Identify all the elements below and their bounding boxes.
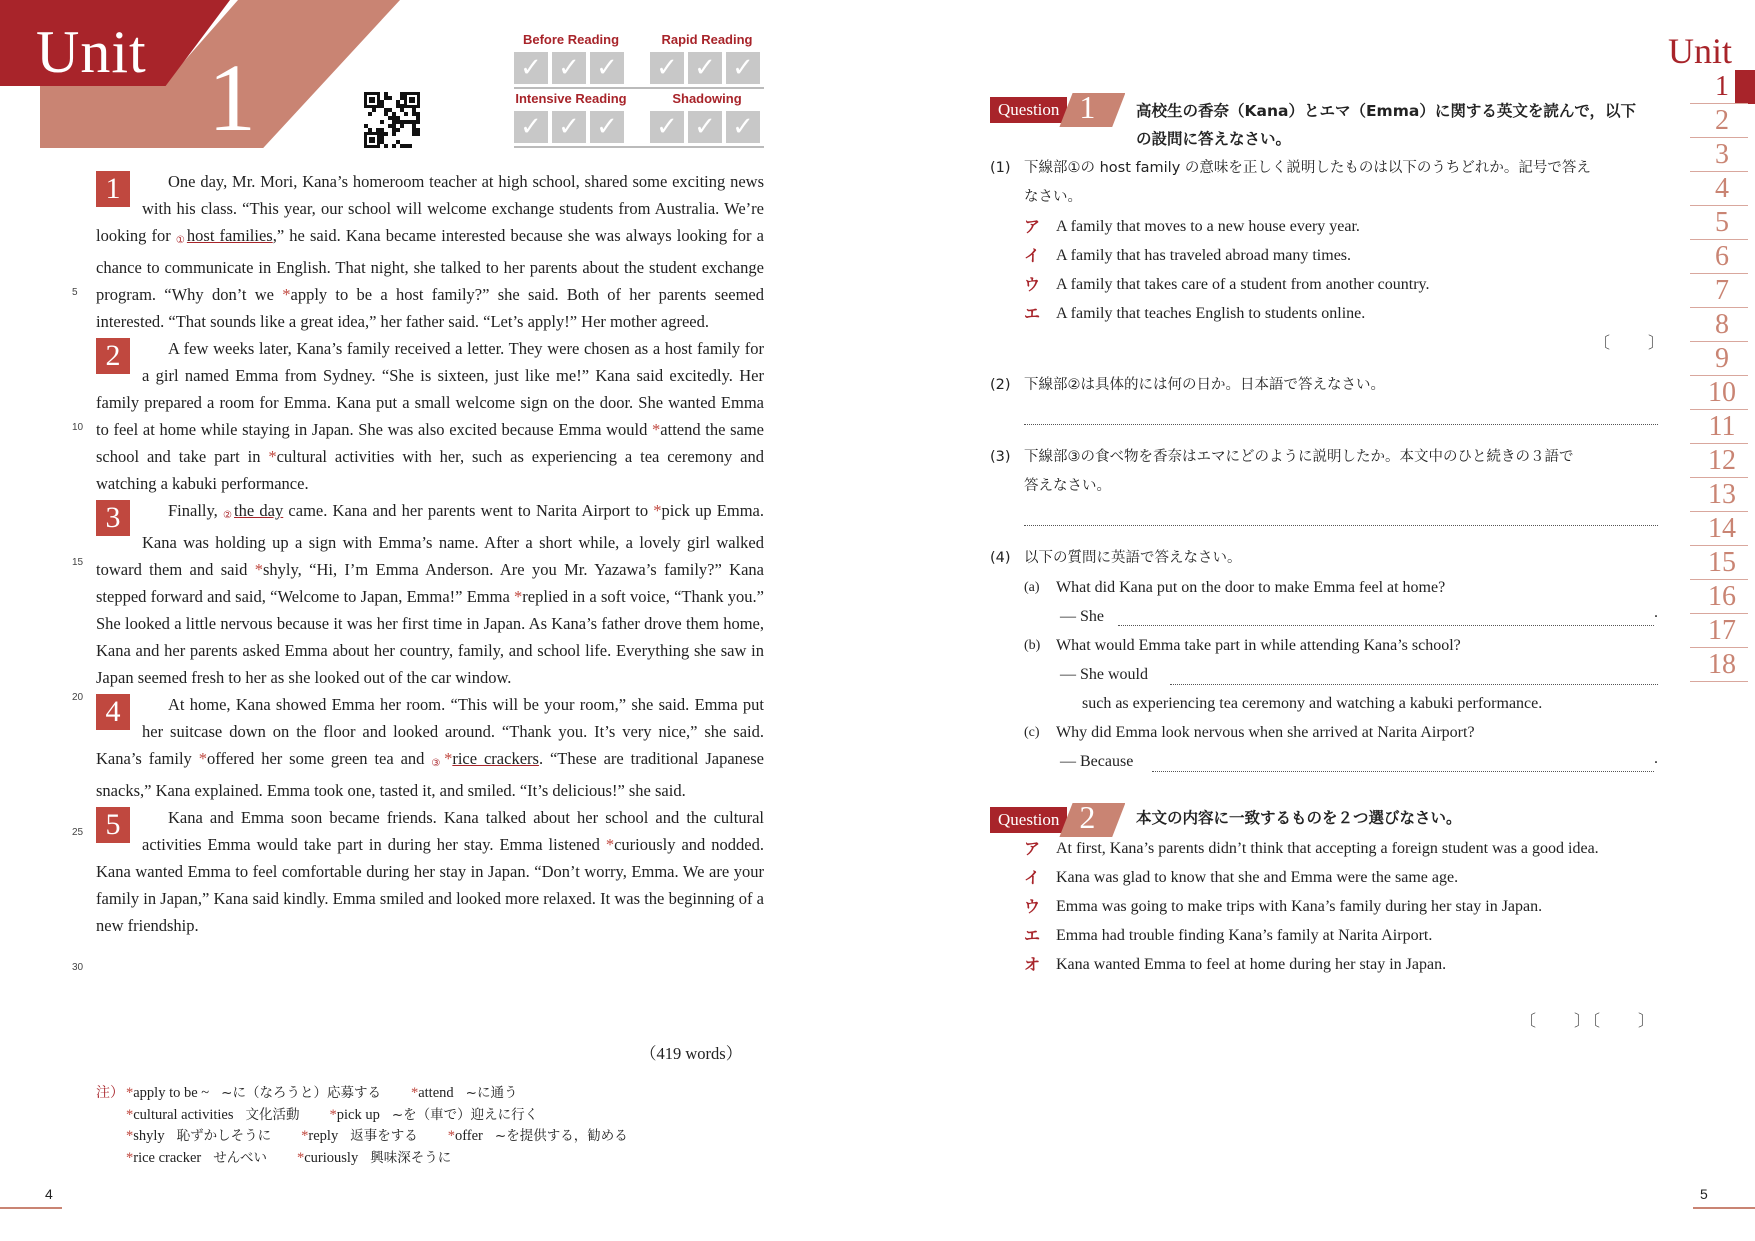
paragraph-number: 4	[96, 694, 130, 730]
paragraph-text: One day, Mr. Mori, Kana’s homeroom teacher at high school, shared some exciting news with his class. “This year, our school will welcome exchange students from Australia. We’re looking for	[96, 172, 764, 245]
sub-question-text: 下線部②は具体的には何の日か。日本語で答えなさい。	[1024, 377, 1385, 393]
question-1-2	[990, 371, 1630, 400]
question-number-badge	[1059, 799, 1125, 837]
option-key: オ	[1024, 955, 1041, 974]
line-number: 20	[72, 692, 84, 703]
paragraph-text: apply to be a host family?” she said. Both of her parents seemed interested. “That sounds like a great idea,” her father said. “Let’s apply!” Her mother agreed.	[96, 285, 764, 331]
checkbox[interactable]: ✓	[590, 52, 624, 84]
question-1-label	[990, 89, 1125, 125]
divider	[514, 87, 764, 89]
unit-tab-6[interactable]: 6	[1715, 241, 1729, 272]
question-label: Question	[990, 807, 1067, 833]
paragraph-number: 2	[96, 338, 130, 374]
question-number: 1	[1079, 89, 1096, 125]
note-term: curiously	[304, 1149, 359, 1166]
checkbox[interactable]: ✓	[514, 111, 548, 143]
part-label: (c)	[1024, 725, 1040, 740]
option-item[interactable]	[1024, 834, 1660, 863]
underlined-text: the day	[234, 501, 284, 520]
answer-lead: — Because	[1060, 753, 1134, 770]
check-row-intensive-reading	[514, 111, 624, 143]
note-meaning: 文化活動	[245, 1106, 300, 1123]
option-text: Kana was glad to know that she and Emma were the same age.	[1056, 869, 1459, 886]
question-2-label	[990, 799, 1125, 835]
notes-row	[126, 1105, 658, 1127]
paragraph-text: attend the same school and take part in	[96, 420, 764, 466]
underline-marker: ②	[223, 510, 234, 521]
checkbox[interactable]: ✓	[650, 111, 684, 143]
answer-continuation: such as experiencing tea ceremony and watching a kabuki performance.	[1082, 695, 1543, 712]
line-number: 30	[72, 962, 84, 973]
answer-line[interactable]	[1118, 625, 1654, 626]
unit-tab-3[interactable]: 3	[1715, 139, 1729, 170]
answer-period: .	[1654, 750, 1658, 767]
footer-line	[1693, 1207, 1755, 1209]
note-meaning: ~を（車で）迎えに行く	[391, 1106, 539, 1123]
part-label: (a)	[1024, 580, 1040, 595]
paragraph-text: . “These are traditional Japanese snacks,” Kana explained. Emma took one, tasted it, and smiled. “It’s delicious!” she said.	[96, 749, 765, 800]
line-number: 25	[72, 827, 84, 838]
note-term: reply	[308, 1128, 339, 1144]
paragraph-text: At home, Kana showed Emma her room. “This will be your room,” she said. Emma put her suitcase down on the floor and looked around. “Thank you. It’s very nice,” she said. Kana’s family	[96, 695, 764, 768]
option-text: At first, Kana’s parents didn’t think that accepting a foreign student was a good idea.	[1056, 840, 1599, 857]
underline-marker: ①	[175, 235, 186, 246]
option-text: Emma was going to make trips with Kana’s family during her stay in Japan.	[1056, 898, 1543, 915]
note-term: apply to be ~	[133, 1085, 210, 1101]
note-asterisk: *	[514, 587, 523, 606]
option-key: イ	[1024, 868, 1041, 887]
sub-question-text: 答えなさい。	[1024, 478, 1111, 494]
option-text: Emma had trouble finding Kana’s family at Narita Airport.	[1056, 927, 1433, 944]
note-meaning: 恥ずかしそうに	[176, 1128, 272, 1144]
unit-tab-16[interactable]: 16	[1708, 581, 1736, 612]
sub-question-text: なさい。	[1024, 189, 1082, 205]
checkbox[interactable]: ✓	[726, 52, 760, 84]
sub-question-number: (2)	[990, 377, 1011, 393]
checkbox[interactable]: ✓	[726, 111, 760, 143]
option-key: ウ	[1024, 897, 1041, 916]
part-question: What did Kana put on the door to make Emma feel at home?	[1056, 579, 1446, 596]
sub-question-number: (1)	[990, 160, 1011, 176]
paragraph-text: A few weeks later, Kana’s family received a letter. They were chosen as a host family for a girl named Emma from Sydney. “She is sixteen, just like me!” Kana said excitedly. Her family prepared a room for Emma. Kana put a small welcome sign on the door. She wanted Emma to feel at home while staying in Japan. She was also excited because Emma would	[96, 339, 764, 439]
paragraph-text: Finally,	[168, 501, 223, 520]
note-asterisk: *	[329, 1106, 337, 1123]
paragraph-text: Kana and Emma soon became friends. Kana talked about her school and the cultural activities Emma would take part in during her stay. Emma listened	[142, 808, 764, 854]
unit-tab-2[interactable]: 2	[1715, 105, 1729, 136]
option-item[interactable]	[1024, 950, 1660, 979]
notes-body	[126, 1083, 658, 1169]
note-term: shyly	[133, 1128, 165, 1144]
question-1-4	[990, 544, 1670, 776]
unit-tab-17[interactable]: 17	[1708, 615, 1736, 646]
line-number: 10	[72, 422, 84, 433]
vocabulary-notes	[96, 1083, 658, 1169]
unit-tab-13[interactable]: 13	[1708, 479, 1736, 510]
unit-tab-7[interactable]: 7	[1715, 275, 1729, 306]
check-title-intensive-reading: Intensive Reading	[515, 91, 627, 106]
answer-bracket[interactable]: 〔 〕〔 〕	[1520, 1013, 1657, 1030]
options-list	[990, 212, 1630, 328]
checkbox[interactable]: ✓	[552, 52, 586, 84]
question-number: 2	[1079, 799, 1096, 835]
notes-row	[126, 1126, 658, 1148]
unit-tab-18[interactable]: 18	[1708, 649, 1736, 680]
option-key: ウ	[1024, 275, 1041, 294]
note-term: attend	[418, 1085, 454, 1101]
sub-question-number: (3)	[990, 449, 1011, 465]
answer-lead: — She would	[1060, 666, 1148, 683]
underlined-text: host families	[186, 226, 273, 245]
note-asterisk: *	[126, 1128, 134, 1144]
note-meaning: 返事をする	[350, 1128, 418, 1144]
sub-question-number: (4)	[990, 550, 1011, 566]
unit-tab-12[interactable]: 12	[1708, 445, 1736, 476]
answer-line[interactable]	[1024, 424, 1658, 425]
option-key: ア	[1024, 217, 1041, 236]
paragraph-number: 1	[96, 171, 130, 207]
note-asterisk: *	[254, 560, 263, 579]
part-label: (b)	[1024, 638, 1041, 653]
question-2-instruction: 本文の内容に一致するものを２つ選びなさい。	[1136, 809, 1462, 827]
underlined-text: rice crackers	[452, 749, 539, 768]
options-list	[1024, 834, 1660, 979]
option-item[interactable]	[1024, 241, 1630, 270]
note-asterisk: *	[447, 1128, 455, 1144]
unit-tab-9[interactable]: 9	[1715, 343, 1729, 374]
notes-label: 注）	[96, 1085, 124, 1101]
answer-line[interactable]	[1024, 525, 1658, 526]
note-term: cultural activities	[133, 1106, 234, 1123]
question-1-instruction	[1136, 97, 1636, 153]
option-item[interactable]	[1024, 863, 1660, 892]
footer-line	[0, 1207, 62, 1209]
paragraph-2	[96, 335, 764, 497]
checkbox[interactable]: ✓	[514, 52, 548, 84]
check-title-before-reading: Before Reading	[522, 32, 620, 47]
paragraph-text: offered her some green tea and	[206, 749, 432, 768]
paragraph-text: shyly, “Hi, I’m Emma Anderson. Are you Mr. Yazawa’s family?” Kana stepped forward and said, “Welcome to Japan, Emma!” Emma	[96, 560, 764, 606]
note-meaning: せんべい	[213, 1149, 267, 1166]
unit-tab-8[interactable]: 8	[1715, 309, 1729, 340]
paragraph-4	[96, 691, 764, 804]
answer-lead: — She	[1060, 608, 1104, 625]
option-item[interactable]	[1024, 270, 1630, 299]
option-key: エ	[1024, 304, 1041, 323]
option-text: A family that teaches English to students online.	[1056, 305, 1366, 322]
note-asterisk: *	[605, 835, 615, 854]
option-item[interactable]	[1024, 299, 1630, 328]
note-asterisk: *	[652, 420, 661, 439]
unit-tab-4[interactable]: 4	[1715, 173, 1729, 204]
paragraph-text: pick up Emma. Kana was holding up a sign with Emma’s name. After a short while, a lovely girl walked toward them and said	[96, 501, 765, 579]
note-meaning: ~に通う	[465, 1085, 518, 1101]
paragraph-number: 5	[96, 807, 130, 843]
question-label: Question	[990, 97, 1067, 123]
tab-divider	[1690, 681, 1748, 682]
paragraph-text: cultural activities with her, such as experiencing a tea ceremony and watching a kabuki performance.	[96, 447, 765, 493]
unit-number: 1	[208, 44, 256, 151]
unit-title: Unit	[36, 19, 147, 85]
option-key: イ	[1024, 246, 1041, 265]
paragraph-text: ,” he said. Kana became interested because she was always looking for a chance to communicate in English. That night, she talked to her parents about the student exchange program. “Why don’t we	[96, 226, 764, 304]
option-item[interactable]	[1024, 892, 1660, 921]
checkbox[interactable]: ✓	[590, 111, 624, 143]
option-text: A family that has traveled abroad many times.	[1056, 247, 1352, 264]
question-1-3	[990, 443, 1630, 501]
paragraph-1	[96, 168, 764, 335]
checkbox[interactable]: ✓	[650, 52, 684, 84]
check-title-rapid-reading: Rapid Reading	[661, 32, 753, 47]
option-item[interactable]	[1024, 212, 1630, 241]
note-asterisk: *	[653, 501, 662, 520]
word-count: （419 words）	[640, 1044, 743, 1063]
option-key: エ	[1024, 926, 1041, 945]
underline-marker: ③	[431, 758, 444, 769]
note-term: pick up	[336, 1106, 380, 1123]
instruction-line: の設問に答えなさい。	[1136, 130, 1292, 148]
option-text: A family that moves to a new house every year.	[1056, 218, 1360, 235]
option-item[interactable]	[1024, 921, 1660, 950]
question-1-1	[990, 154, 1630, 328]
note-asterisk: *	[126, 1085, 134, 1101]
paragraph-5	[96, 804, 764, 939]
check-row-before-reading	[514, 52, 624, 84]
answer-bracket[interactable]: 〔 〕	[1594, 335, 1667, 352]
check-title-shadowing: Shadowing	[672, 91, 742, 106]
line-number: 5	[72, 287, 78, 298]
part-question: Why did Emma look nervous when she arrived at Narita Airport?	[1056, 724, 1475, 741]
note-asterisk: *	[198, 749, 207, 768]
notes-row	[126, 1083, 658, 1105]
instruction-line: 高校生の香奈（Kana）とエマ（Emma）に関する英文を読んで，以下	[1136, 102, 1637, 120]
note-asterisk: *	[282, 285, 291, 304]
answer-line[interactable]	[1170, 684, 1658, 685]
answer-period: .	[1654, 604, 1658, 621]
option-text: Kana wanted Emma to feel at home during her stay in Japan.	[1056, 956, 1447, 973]
note-meaning: 興味深そうに	[370, 1149, 452, 1166]
paragraph-3	[96, 497, 764, 691]
note-asterisk: *	[297, 1149, 305, 1166]
qr-code-icon[interactable]	[364, 92, 420, 148]
notes-row	[126, 1148, 658, 1170]
checkbox[interactable]: ✓	[688, 52, 722, 84]
paragraph-text: came. Kana and her parents went to Narita Airport to	[283, 501, 654, 520]
unit-tab-11[interactable]: 11	[1708, 411, 1736, 442]
sub-question-text: 下線部③の食べ物を香奈はエマにどのように説明したか。本文中のひと続きの３語で	[1024, 449, 1574, 465]
answer-line[interactable]	[1152, 771, 1654, 772]
reading-passage	[96, 168, 764, 939]
unit-tab-1[interactable]: 1	[1715, 71, 1729, 102]
paragraph-text: curiously and nodded. Kana wanted Emma to feel comfortable during her stay in Japan. “Don’t worry, Emma. We are your family in Japan,” Kana said kindly. Emma smiled and looked more relaxed. It was the beginning of a new friendship.	[96, 835, 764, 935]
sub-question-text: 下線部①の host family の意味を正しく説明したものは以下のうちどれか。記号で答え	[1024, 160, 1591, 176]
question-number-badge	[1059, 89, 1125, 127]
note-term: offer	[454, 1128, 483, 1144]
check-row-rapid-reading	[650, 52, 760, 84]
page-number: 5	[1700, 1186, 1708, 1202]
unit-tab-15[interactable]: 15	[1708, 547, 1736, 578]
note-asterisk: *	[444, 749, 453, 768]
option-text: A family that takes care of a student from another country.	[1056, 276, 1430, 293]
page-number: 4	[45, 1186, 53, 1202]
option-key: ア	[1024, 839, 1041, 858]
check-row-shadowing	[650, 111, 760, 143]
line-number: 15	[72, 557, 84, 568]
note-term: rice cracker	[133, 1149, 202, 1166]
note-asterisk: *	[410, 1085, 419, 1101]
sidebar-unit-title: Unit	[1668, 31, 1733, 71]
note-asterisk: *	[301, 1128, 309, 1144]
paragraph-number: 3	[96, 500, 130, 536]
unit-tab-5[interactable]: 5	[1715, 207, 1729, 238]
unit-tab-14[interactable]: 14	[1708, 513, 1736, 544]
divider	[514, 146, 764, 148]
note-asterisk: *	[268, 447, 277, 466]
checkbox[interactable]: ✓	[688, 111, 722, 143]
note-meaning: ~に（なろうと）応募する	[221, 1085, 381, 1101]
paragraph-text: replied in a soft voice, “Thank you.” She looked a little nervous because it was her first time in Japan. As Kana’s father drove them home, Kana and her parents asked Emma about her country, family, and school life. Everything she saw in Japan seemed fresh to her as she looked out of the car window.	[96, 587, 765, 687]
note-meaning: ~を提供する，勧める	[494, 1128, 628, 1144]
part-question: What would Emma take part in while attending Kana’s school?	[1056, 637, 1461, 654]
checkbox[interactable]: ✓	[552, 111, 586, 143]
unit-tab-10[interactable]: 10	[1708, 377, 1736, 408]
note-asterisk: *	[126, 1106, 134, 1123]
note-asterisk: *	[126, 1149, 134, 1166]
sub-question-text: 以下の質問に英語で答えなさい。	[1024, 550, 1242, 566]
